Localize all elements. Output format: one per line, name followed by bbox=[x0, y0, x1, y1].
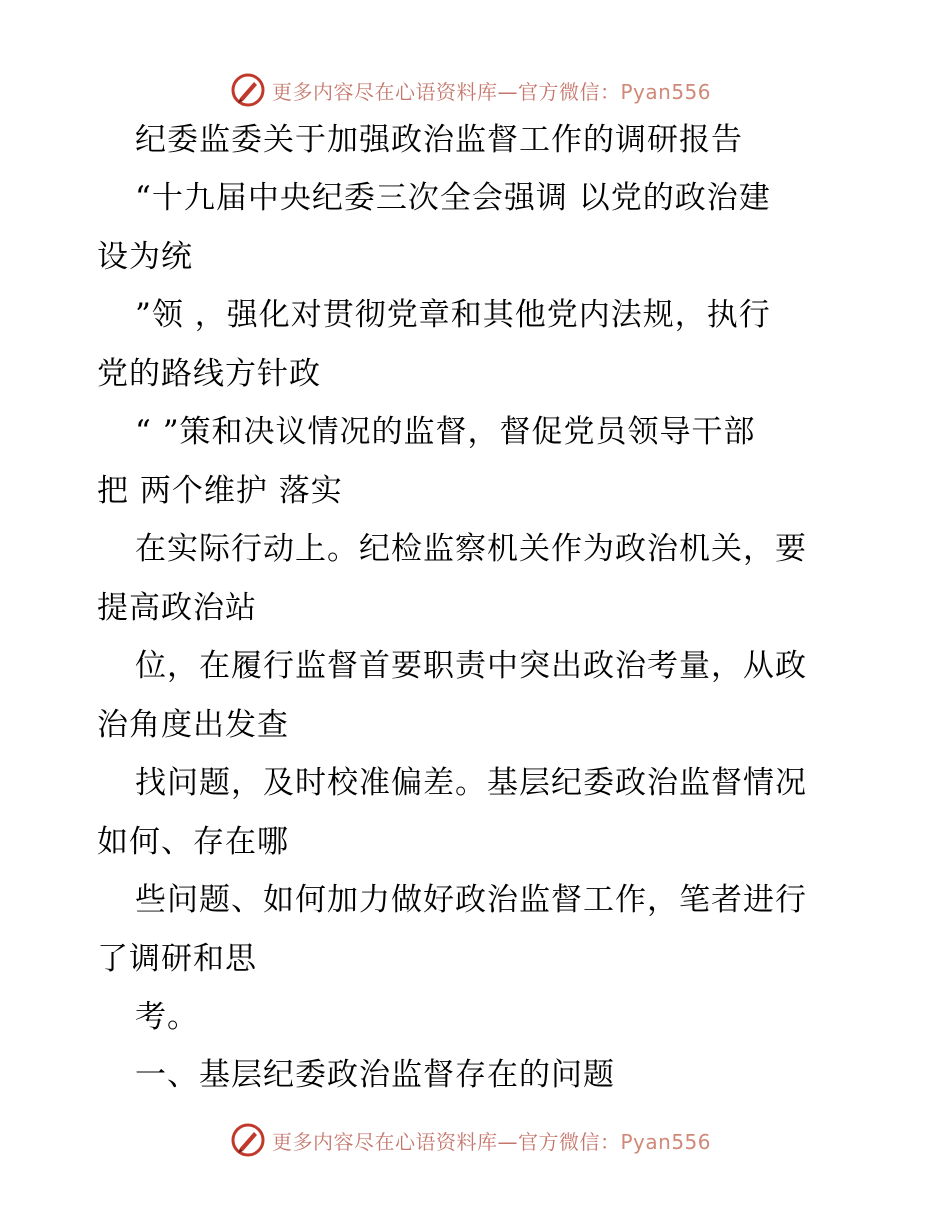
header-banner bbox=[230, 70, 711, 110]
paragraph-line: “十九届中央纪委三次全会强调 以党的政治建 bbox=[135, 180, 771, 216]
paragraph-line: 位，在履行监督首要职责中突出政治考量，从政 bbox=[135, 648, 807, 684]
document-title: 纪委监委关于加强政治监督工作的调研报告 bbox=[135, 122, 743, 158]
section-heading: 一、基层纪委政治监督存在的问题 bbox=[135, 1057, 615, 1093]
paragraph-line: ”领 ，强化对贯彻党章和其他党内法规，执行 bbox=[135, 297, 771, 333]
paragraph-line: 考。 bbox=[135, 999, 199, 1035]
paragraph-line: 设为统 bbox=[97, 239, 193, 275]
paragraph-line: 找问题，及时校准偏差。基层纪委政治监督情况 bbox=[135, 765, 807, 801]
document-body bbox=[97, 122, 857, 1093]
paragraph-line: “ ”策和决议情况的监督，督促党员领导干部 bbox=[135, 414, 756, 450]
pen-logo-icon bbox=[230, 72, 266, 108]
banner-text: 更多内容尽在心语资料库—官方微信：Pyan556 bbox=[272, 79, 712, 104]
paragraph-line: 治角度出发查 bbox=[97, 707, 289, 743]
paragraph-line: 在实际行动上。纪检监察机关作为政治机关，要 bbox=[135, 531, 807, 567]
paragraph-line: 把 两个维护 落实 bbox=[97, 473, 343, 509]
paragraph-line: 提高政治站 bbox=[97, 590, 257, 626]
paragraph-line: 党的路线方针政 bbox=[97, 356, 321, 392]
paragraph-line: 了调研和思 bbox=[97, 941, 257, 977]
pen-logo-icon bbox=[230, 1122, 266, 1158]
banner-text: 更多内容尽在心语资料库—官方微信：Pyan556 bbox=[272, 1129, 712, 1154]
footer-banner bbox=[230, 1120, 711, 1160]
paragraph-line: 如何、存在哪 bbox=[97, 824, 289, 860]
paragraph-line: 些问题、如何加力做好政治监督工作，笔者进行 bbox=[135, 882, 807, 918]
